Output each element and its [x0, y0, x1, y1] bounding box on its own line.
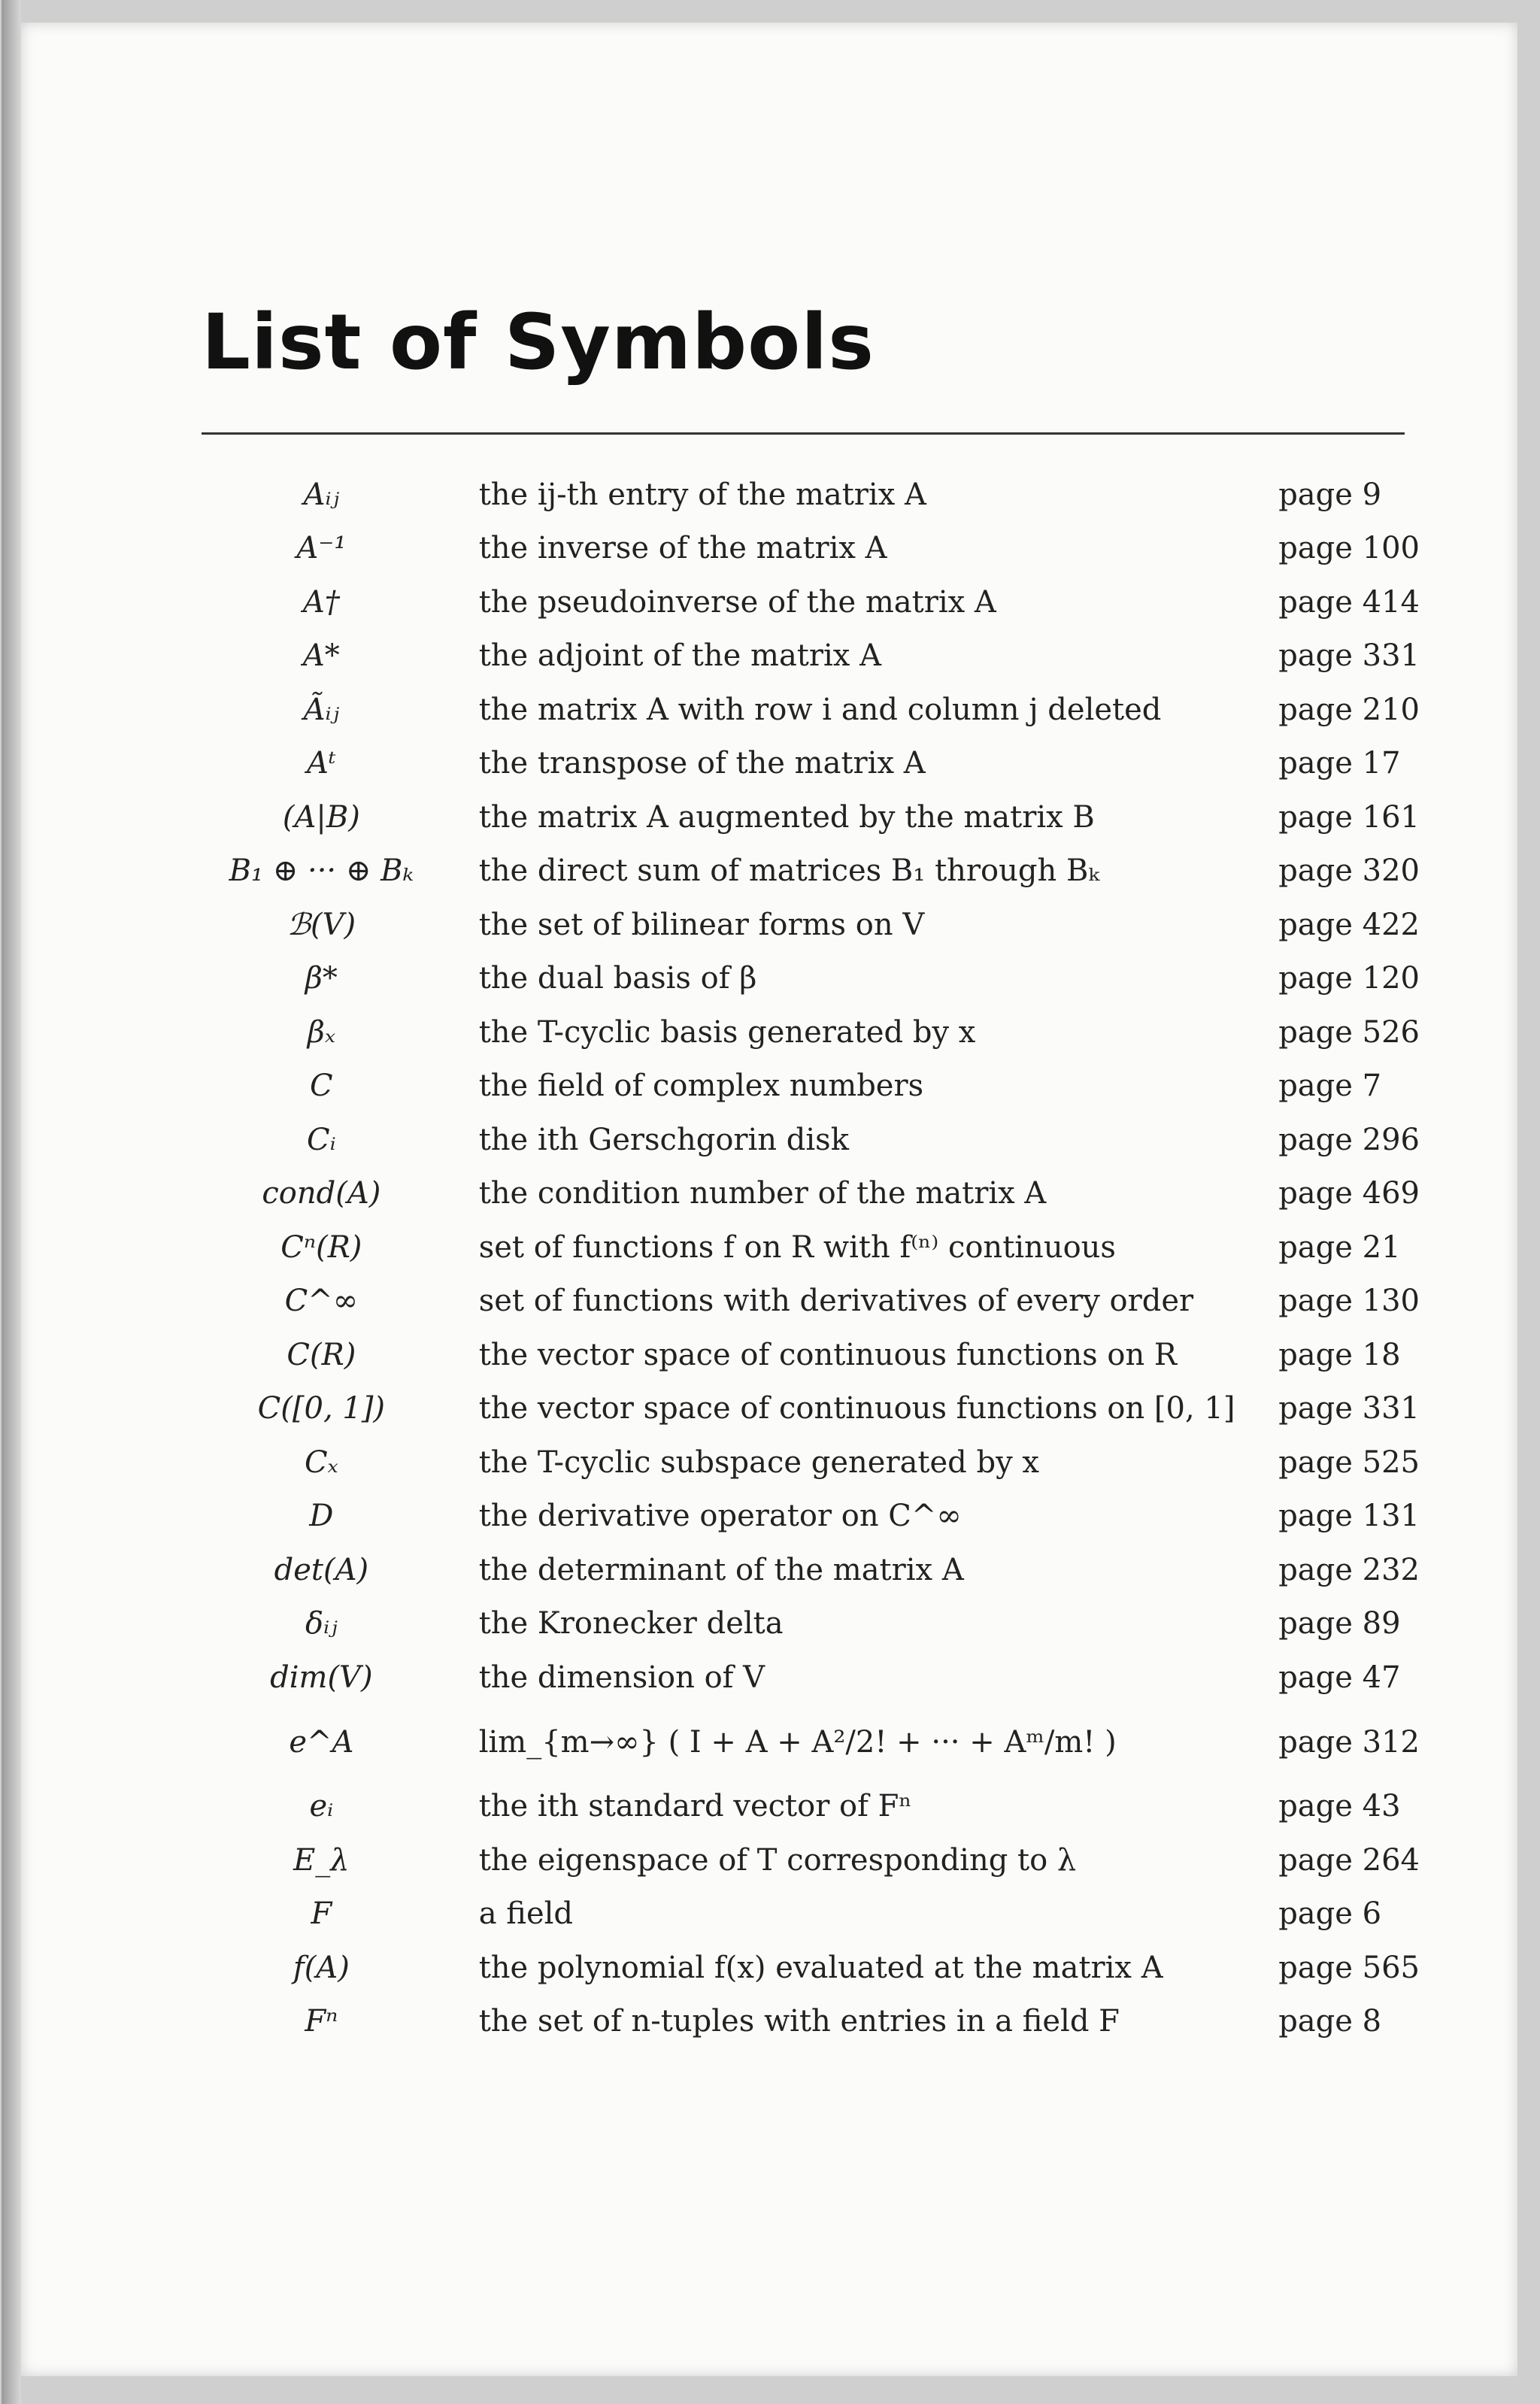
page-reference: page 232 — [1278, 1552, 1420, 1587]
symbol-row — [186, 1995, 1420, 2049]
symbol-row — [186, 1435, 1420, 1490]
title-rule — [202, 432, 1405, 435]
symbol-cell: D — [309, 1499, 334, 1534]
description-cell: the set of n-tuples with entries in a field F — [478, 2004, 1120, 2039]
page-reference: page 264 — [1278, 1842, 1420, 1878]
description-cell: the matrix A with row i and column j deleted — [478, 692, 1162, 727]
symbol-row — [186, 1328, 1420, 1382]
description-cell: the vector space of continuous functions on R — [478, 1337, 1178, 1372]
symbol-cell: C^∞ — [284, 1284, 359, 1319]
book-gutter-shadow — [2, 0, 21, 2404]
page-reference: page 422 — [1278, 907, 1420, 942]
symbol-row — [186, 1060, 1420, 1114]
symbol-row — [186, 1382, 1420, 1436]
symbol-cell: Cᵢ — [307, 1122, 336, 1157]
symbol-row — [186, 1597, 1420, 1651]
page-reference: page 131 — [1278, 1499, 1420, 1534]
symbol-cell: A† — [302, 584, 340, 620]
symbol-row — [186, 522, 1420, 576]
symbol-cell: e^A — [289, 1724, 354, 1760]
symbol-row — [186, 1275, 1420, 1329]
symbol-cell: Fⁿ — [305, 2004, 338, 2039]
description-cell: the inverse of the matrix A — [478, 531, 887, 566]
description-cell: set of functions with derivatives of every order — [478, 1284, 1194, 1319]
symbol-cell: det(A) — [274, 1552, 369, 1587]
page-reference: page 43 — [1278, 1789, 1401, 1824]
description-cell: the T-cyclic basis generated by x — [478, 1014, 976, 1050]
symbol-row — [186, 1220, 1420, 1275]
description-cell: the dimension of V — [478, 1660, 765, 1695]
symbol-cell: C(R) — [286, 1337, 356, 1372]
description-cell: the T-cyclic subspace generated by x — [478, 1445, 1039, 1480]
symbol-cell: C — [310, 1069, 333, 1104]
symbol-row — [186, 790, 1420, 844]
description-cell: the Kronecker delta — [478, 1606, 784, 1642]
description-cell: the eigenspace of T corresponding to λ — [478, 1842, 1077, 1878]
page-reference: page 296 — [1278, 1122, 1420, 1157]
symbol-table-body — [186, 468, 1420, 2048]
page-reference: page 120 — [1278, 961, 1420, 996]
symbol-row — [186, 1167, 1420, 1221]
page-reference: page 565 — [1278, 1950, 1420, 1985]
symbol-cell: eᵢ — [309, 1789, 334, 1824]
symbol-row — [186, 844, 1420, 899]
page-reference: page 312 — [1278, 1724, 1420, 1760]
symbol-row — [186, 683, 1420, 737]
description-cell: the vector space of continuous functions on [0, 1] — [478, 1391, 1235, 1426]
description-cell: the polynomial f(x) evaluated at the matrix A — [478, 1950, 1163, 1985]
symbol-cell: dim(V) — [270, 1660, 373, 1695]
symbol-cell: Cₓ — [304, 1445, 338, 1480]
symbol-cell: A* — [302, 638, 340, 674]
document-page — [21, 23, 1517, 2376]
symbol-cell: cond(A) — [262, 1176, 381, 1211]
symbol-row — [186, 1543, 1420, 1597]
page-reference: page 9 — [1278, 477, 1382, 512]
symbol-row — [186, 1490, 1420, 1544]
symbol-cell: ℬ(V) — [286, 907, 356, 942]
symbol-table — [186, 468, 1420, 2048]
symbol-row — [186, 1780, 1420, 1834]
description-cell: a field — [478, 1896, 574, 1932]
symbol-cell: E_λ — [293, 1842, 350, 1878]
page-reference: page 100 — [1278, 531, 1420, 566]
description-cell: the transpose of the matrix A — [478, 746, 926, 781]
description-cell: the dual basis of β — [478, 961, 757, 996]
description-cell: the derivative operator on C^∞ — [478, 1499, 962, 1534]
page-reference: page 331 — [1278, 1391, 1420, 1426]
description-cell: the ith Gerschgorin disk — [478, 1122, 849, 1157]
symbol-row — [186, 952, 1420, 1006]
page-reference: page 17 — [1278, 746, 1401, 781]
page-reference: page 320 — [1278, 853, 1420, 889]
page-reference: page 18 — [1278, 1337, 1401, 1372]
description-cell: the ij-th entry of the matrix A — [478, 477, 926, 512]
page-reference: page 525 — [1278, 1445, 1420, 1480]
symbol-row — [186, 1651, 1420, 1705]
symbol-row — [186, 1887, 1420, 1942]
description-cell: the ith standard vector of Fⁿ — [478, 1789, 912, 1824]
symbol-cell: Aᵢⱼ — [303, 477, 340, 512]
symbol-row — [186, 898, 1420, 952]
symbol-cell: F — [311, 1896, 332, 1932]
page-reference: page 21 — [1278, 1229, 1401, 1265]
symbol-cell: Cⁿ(R) — [280, 1229, 362, 1265]
description-cell: the matrix A augmented by the matrix B — [478, 799, 1095, 835]
description-cell: set of functions f on R with f⁽ⁿ⁾ continuous — [478, 1229, 1116, 1265]
description-cell: the condition number of the matrix A — [478, 1176, 1047, 1211]
description-cell: the set of bilinear forms on V — [478, 907, 925, 942]
page-reference: page 414 — [1278, 584, 1420, 620]
symbol-row — [186, 629, 1420, 684]
page-reference: page 469 — [1278, 1176, 1420, 1211]
page-reference: page 161 — [1278, 799, 1420, 835]
symbol-cell: β* — [305, 961, 338, 996]
description-cell: the direct sum of matrices B₁ through Bₖ — [478, 853, 1099, 889]
symbol-cell: βₓ — [307, 1014, 336, 1050]
description-cell: the determinant of the matrix A — [478, 1552, 964, 1587]
symbol-cell: f(A) — [293, 1950, 350, 1985]
description-cell: the adjoint of the matrix A — [478, 638, 881, 674]
symbol-row — [186, 1705, 1420, 1780]
symbol-cell: Aᵗ — [306, 746, 336, 781]
symbol-row — [186, 1113, 1420, 1167]
symbol-row — [186, 1941, 1420, 1995]
symbol-cell: Ãᵢⱼ — [303, 692, 340, 727]
symbol-cell: C([0, 1]) — [257, 1391, 386, 1426]
symbol-cell: (A|B) — [282, 799, 360, 835]
symbol-row — [186, 468, 1420, 522]
description-cell: the field of complex numbers — [478, 1069, 924, 1104]
symbol-row — [186, 1005, 1420, 1060]
page-reference: page 331 — [1278, 638, 1420, 674]
page-reference: page 89 — [1278, 1606, 1401, 1642]
symbol-row — [186, 575, 1420, 629]
page-reference: page 6 — [1278, 1896, 1382, 1932]
symbol-cell: B₁ ⊕ ··· ⊕ Bₖ — [229, 853, 414, 889]
page-reference: page 130 — [1278, 1284, 1420, 1319]
symbol-cell: A⁻¹ — [296, 531, 347, 566]
page-reference: page 526 — [1278, 1014, 1420, 1050]
page-reference: page 8 — [1278, 2004, 1382, 2039]
page-reference: page 47 — [1278, 1660, 1401, 1695]
symbol-cell: δᵢⱼ — [305, 1606, 338, 1642]
page-reference: page 210 — [1278, 692, 1420, 727]
page-reference: page 7 — [1278, 1069, 1382, 1104]
symbol-row — [186, 1833, 1420, 1887]
symbol-row — [186, 737, 1420, 791]
page-title: List of Symbols — [202, 298, 875, 387]
description-cell: lim_{m→∞} ( I + A + A²/2! + ··· + Aᵐ/m! ) — [478, 1724, 1117, 1760]
description-cell: the pseudoinverse of the matrix A — [478, 584, 996, 620]
